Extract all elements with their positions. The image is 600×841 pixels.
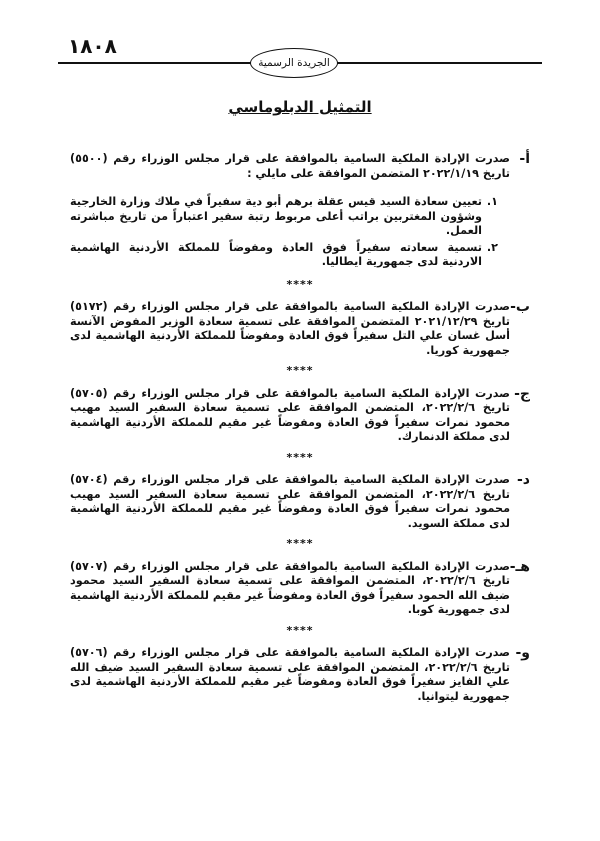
decree-letter: هـ- bbox=[509, 558, 530, 575]
decree-d bbox=[70, 473, 530, 531]
decree-letter: أ- bbox=[519, 151, 530, 167]
decree-text: صدرت الإرادة الملكية السامية بالموافقة على قرار مجلس الوزراء رقم (٥٧٠٧) تاريخ ٢٠٢٢/٢/٦، المتضمن الموافقة على تسمية سعادة السفير السيد محمود ضيف الله الحمود سفيراً فوق العادة ومفوضاً غير مقيم للمملكة الأردنية الهاشمية لدى جمهورية كوبا. bbox=[70, 559, 510, 616]
decree-e bbox=[70, 560, 530, 618]
masthead-title: الجريدة الرسمية bbox=[258, 57, 330, 69]
decree-a bbox=[70, 152, 530, 272]
decree-f bbox=[70, 646, 530, 704]
separator: **** bbox=[286, 450, 314, 464]
separator: **** bbox=[286, 537, 314, 550]
decree-letter: ب- bbox=[510, 299, 530, 315]
decree-letter: د- bbox=[517, 472, 530, 488]
decree-c bbox=[70, 387, 530, 445]
masthead-oval bbox=[250, 48, 338, 78]
separator: **** bbox=[286, 277, 314, 291]
page-number: ١٨٠٨ bbox=[68, 34, 117, 58]
decree-text: صدرت الإرادة الملكية السامية بالموافقة على قرار مجلس الوزراء رقم (٥٧٠٤) تاريخ ٢٠٢٢/٢/٦، المتضمن الموافقة على تسمية سعادة السفير السيد مهيب محمود نمرات سفيراً فوق العادة ومفوضاً غير مقيم للمملكة الأردنية الهاشمية لدى مملكة السويد. bbox=[70, 473, 510, 530]
decree-letter: ج- bbox=[514, 385, 530, 402]
decree-text: صدرت الإرادة الملكية السامية بالموافقة على قرار مجلس الوزراء رقم (٥١٧٢) تاريخ ٢٠٢١/١٢/٢٩ المتضمن الموافقة على تسمية سعادة الوزير المفوض الآنسة أسل غسان علي التل سفيراً فوق العادة ومفوضاً للمملكة الأردنية الهاشمية لدى جمهورية كوريا. bbox=[70, 300, 510, 357]
decree-text: صدرت الإرادة الملكية السامية بالموافقة على قرار مجلس الوزراء رقم (٥٧٠٦) تاريخ ٢٠٢٢/٢/٦، المتضمن الموافقة على تسمية سعادة السفير السيد ضيف الله علي الفايز سفيراً فوق العادة ومفوضاً غير مقيم للمملكة الأردنية الهاشمية لدى جمهورية ليتوانيا. bbox=[70, 646, 510, 703]
subitem-number: ١. bbox=[486, 195, 498, 208]
separator: **** bbox=[286, 364, 314, 377]
decree-subitem bbox=[70, 195, 498, 239]
decree-letter: و- bbox=[515, 645, 530, 661]
decree-text: صدرت الإرادة الملكية السامية بالموافقة على قرار مجلس الوزراء رقم (٥٥٠٠) تاريخ ٢٠٢٢/١/١٩ المتضمن الموافقة على مايلي : bbox=[70, 152, 510, 180]
subitem-number: ٢. bbox=[486, 240, 498, 254]
section-title: التمثيل الدبلوماسي bbox=[228, 98, 372, 116]
decree-subitems bbox=[70, 195, 498, 270]
subitem-text: تسمية سعادته سفيراً فوق العادة ومفوضاً للمملكة الأردنية الهاشمية الاردنية لدى جمهورية ايطاليا. bbox=[70, 240, 482, 268]
subitem-text: تعيين سعادة السيد قيس عقلة برهم أبو دية سفيراً في ملاك وزارة الخارجية وشؤون المغتربين براتب أعلى مربوط رتبة سفير اعتباراً من تاريخ مباشرته العمل. bbox=[70, 195, 482, 237]
separator: **** bbox=[286, 623, 314, 637]
decree-subitem bbox=[70, 241, 498, 270]
decree-b bbox=[70, 300, 530, 358]
decrees-list bbox=[70, 152, 530, 704]
decree-text: صدرت الإرادة الملكية السامية بالموافقة على قرار مجلس الوزراء رقم (٥٧٠٥) تاريخ ٢٠٢٢/٢/٦، المتضمن الموافقة على تسمية سعادة السفير السيد مهيب محمود نمرات سفيراً فوق العادة ومفوضاً غير مقيم للمملكة الأردنية الهاشمية لدى مملكة الدنمارك. bbox=[70, 386, 510, 443]
